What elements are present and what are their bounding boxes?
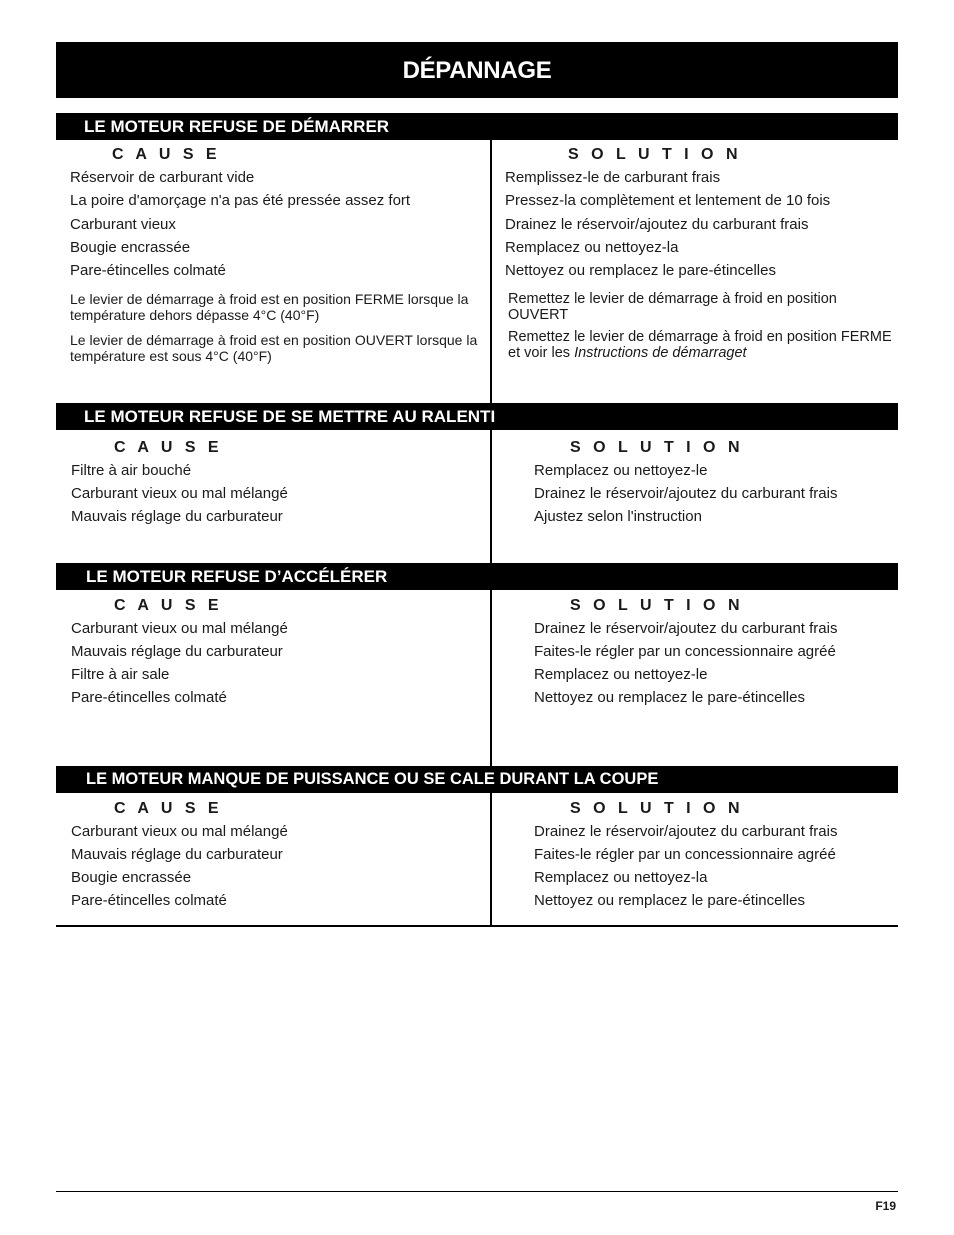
section-heading: LE MOTEUR REFUSE DE DÉMARRER [56,113,898,140]
solution-item: Remettez le levier de démarrage à froid en position OUVERT [508,291,837,323]
solution-item: Faites-le régler par un concessionnaire agréé [534,846,836,863]
solution-item: Remplacez ou nettoyez-la [534,869,708,886]
cause-item: Pare-étincelles colmaté [70,262,226,279]
page-title: DÉPANNAGE [56,42,898,98]
solution-header: S O L U T I O N [570,439,744,456]
solution-item: Remplissez-le de carburant frais [505,169,721,186]
table-bottom-rule [56,925,898,927]
solution-item: Faites-le régler par un concessionnaire agréé [534,643,836,660]
solution-item: Ajustez selon l'instruction [534,508,702,525]
solution-item: Nettoyez ou remplacez le pare-étincelles [505,262,776,279]
cause-header: C A U S E [114,439,223,456]
column-divider [490,793,492,926]
solution-item: Drainez le réservoir/ajoutez du carburant frais [534,823,838,840]
solution-item [508,329,893,361]
solution-header: S O L U T I O N [570,597,744,614]
cause-item: Pare-étincelles colmaté [71,892,227,909]
cause-item: Carburant vieux ou mal mélangé [71,485,288,502]
cause-item: Carburant vieux ou mal mélangé [71,823,288,840]
solution-text: Remettez le levier de démarrage à froid en position FERME et voir les [508,329,892,361]
cause-header: C A U S E [112,146,221,163]
cause-item: Bougie encrassée [71,869,192,886]
section-heading: LE MOTEUR REFUSE DE SE METTRE AU RALENTI [56,403,898,430]
solution-header: S O L U T I O N [568,146,742,163]
footer-rule [56,1191,898,1192]
column-divider [490,590,492,766]
cause-item: Réservoir de carburant vide [70,169,255,186]
cause-item: La poire d'amorçage n'a pas été pressée assez fort [70,192,411,209]
solution-item: Nettoyez ou remplacez le pare-étincelles [534,892,805,909]
cause-item: Filtre à air bouché [71,462,192,479]
solution-item: Remplacez ou nettoyez-le [534,666,708,683]
cause-item: Pare-étincelles colmaté [71,689,227,706]
solution-header: S O L U T I O N [570,800,744,817]
cause-item: Mauvais réglage du carburateur [71,846,283,863]
cause-item: Carburant vieux ou mal mélangé [71,620,288,637]
solution-item: Remplacez ou nettoyez-le [534,462,708,479]
solution-item: Drainez le réservoir/ajoutez du carburant frais [534,485,838,502]
cause-item: Mauvais réglage du carburateur [71,643,283,660]
cause-item: Bougie encrassée [70,239,191,256]
cause-item: Le levier de démarrage à froid est en position FERME lorsque la température dehors dépasse 4°C (40°F) [70,291,469,323]
cause-header: C A U S E [114,597,223,614]
column-divider [490,140,492,403]
section-heading: LE MOTEUR REFUSE D’ACCÉLÉRER [56,563,898,590]
cause-item: Filtre à air sale [71,666,170,683]
solution-item: Pressez-la complètement et lentement de 10 fois [505,192,831,209]
cause-item: Carburant vieux [70,216,176,233]
solution-item: Remplacez ou nettoyez-la [505,239,679,256]
solution-item: Drainez le réservoir/ajoutez du carburant frais [534,620,838,637]
cause-item: Mauvais réglage du carburateur [71,508,283,525]
instructions-reference: Instructions de démarraget [574,345,747,361]
column-divider [490,430,492,563]
solution-item: Drainez le réservoir/ajoutez du carburant frais [505,216,809,233]
section-heading: LE MOTEUR MANQUE DE PUISSANCE OU SE CALE DURANT LA COUPE [56,766,898,793]
cause-item: Le levier de démarrage à froid est en position OUVERT lorsque la température est sous 4°C (40°F) [70,332,478,364]
cause-header: C A U S E [114,800,223,817]
page-number: F19 [875,1199,896,1213]
solution-item: Nettoyez ou remplacez le pare-étincelles [534,689,805,706]
